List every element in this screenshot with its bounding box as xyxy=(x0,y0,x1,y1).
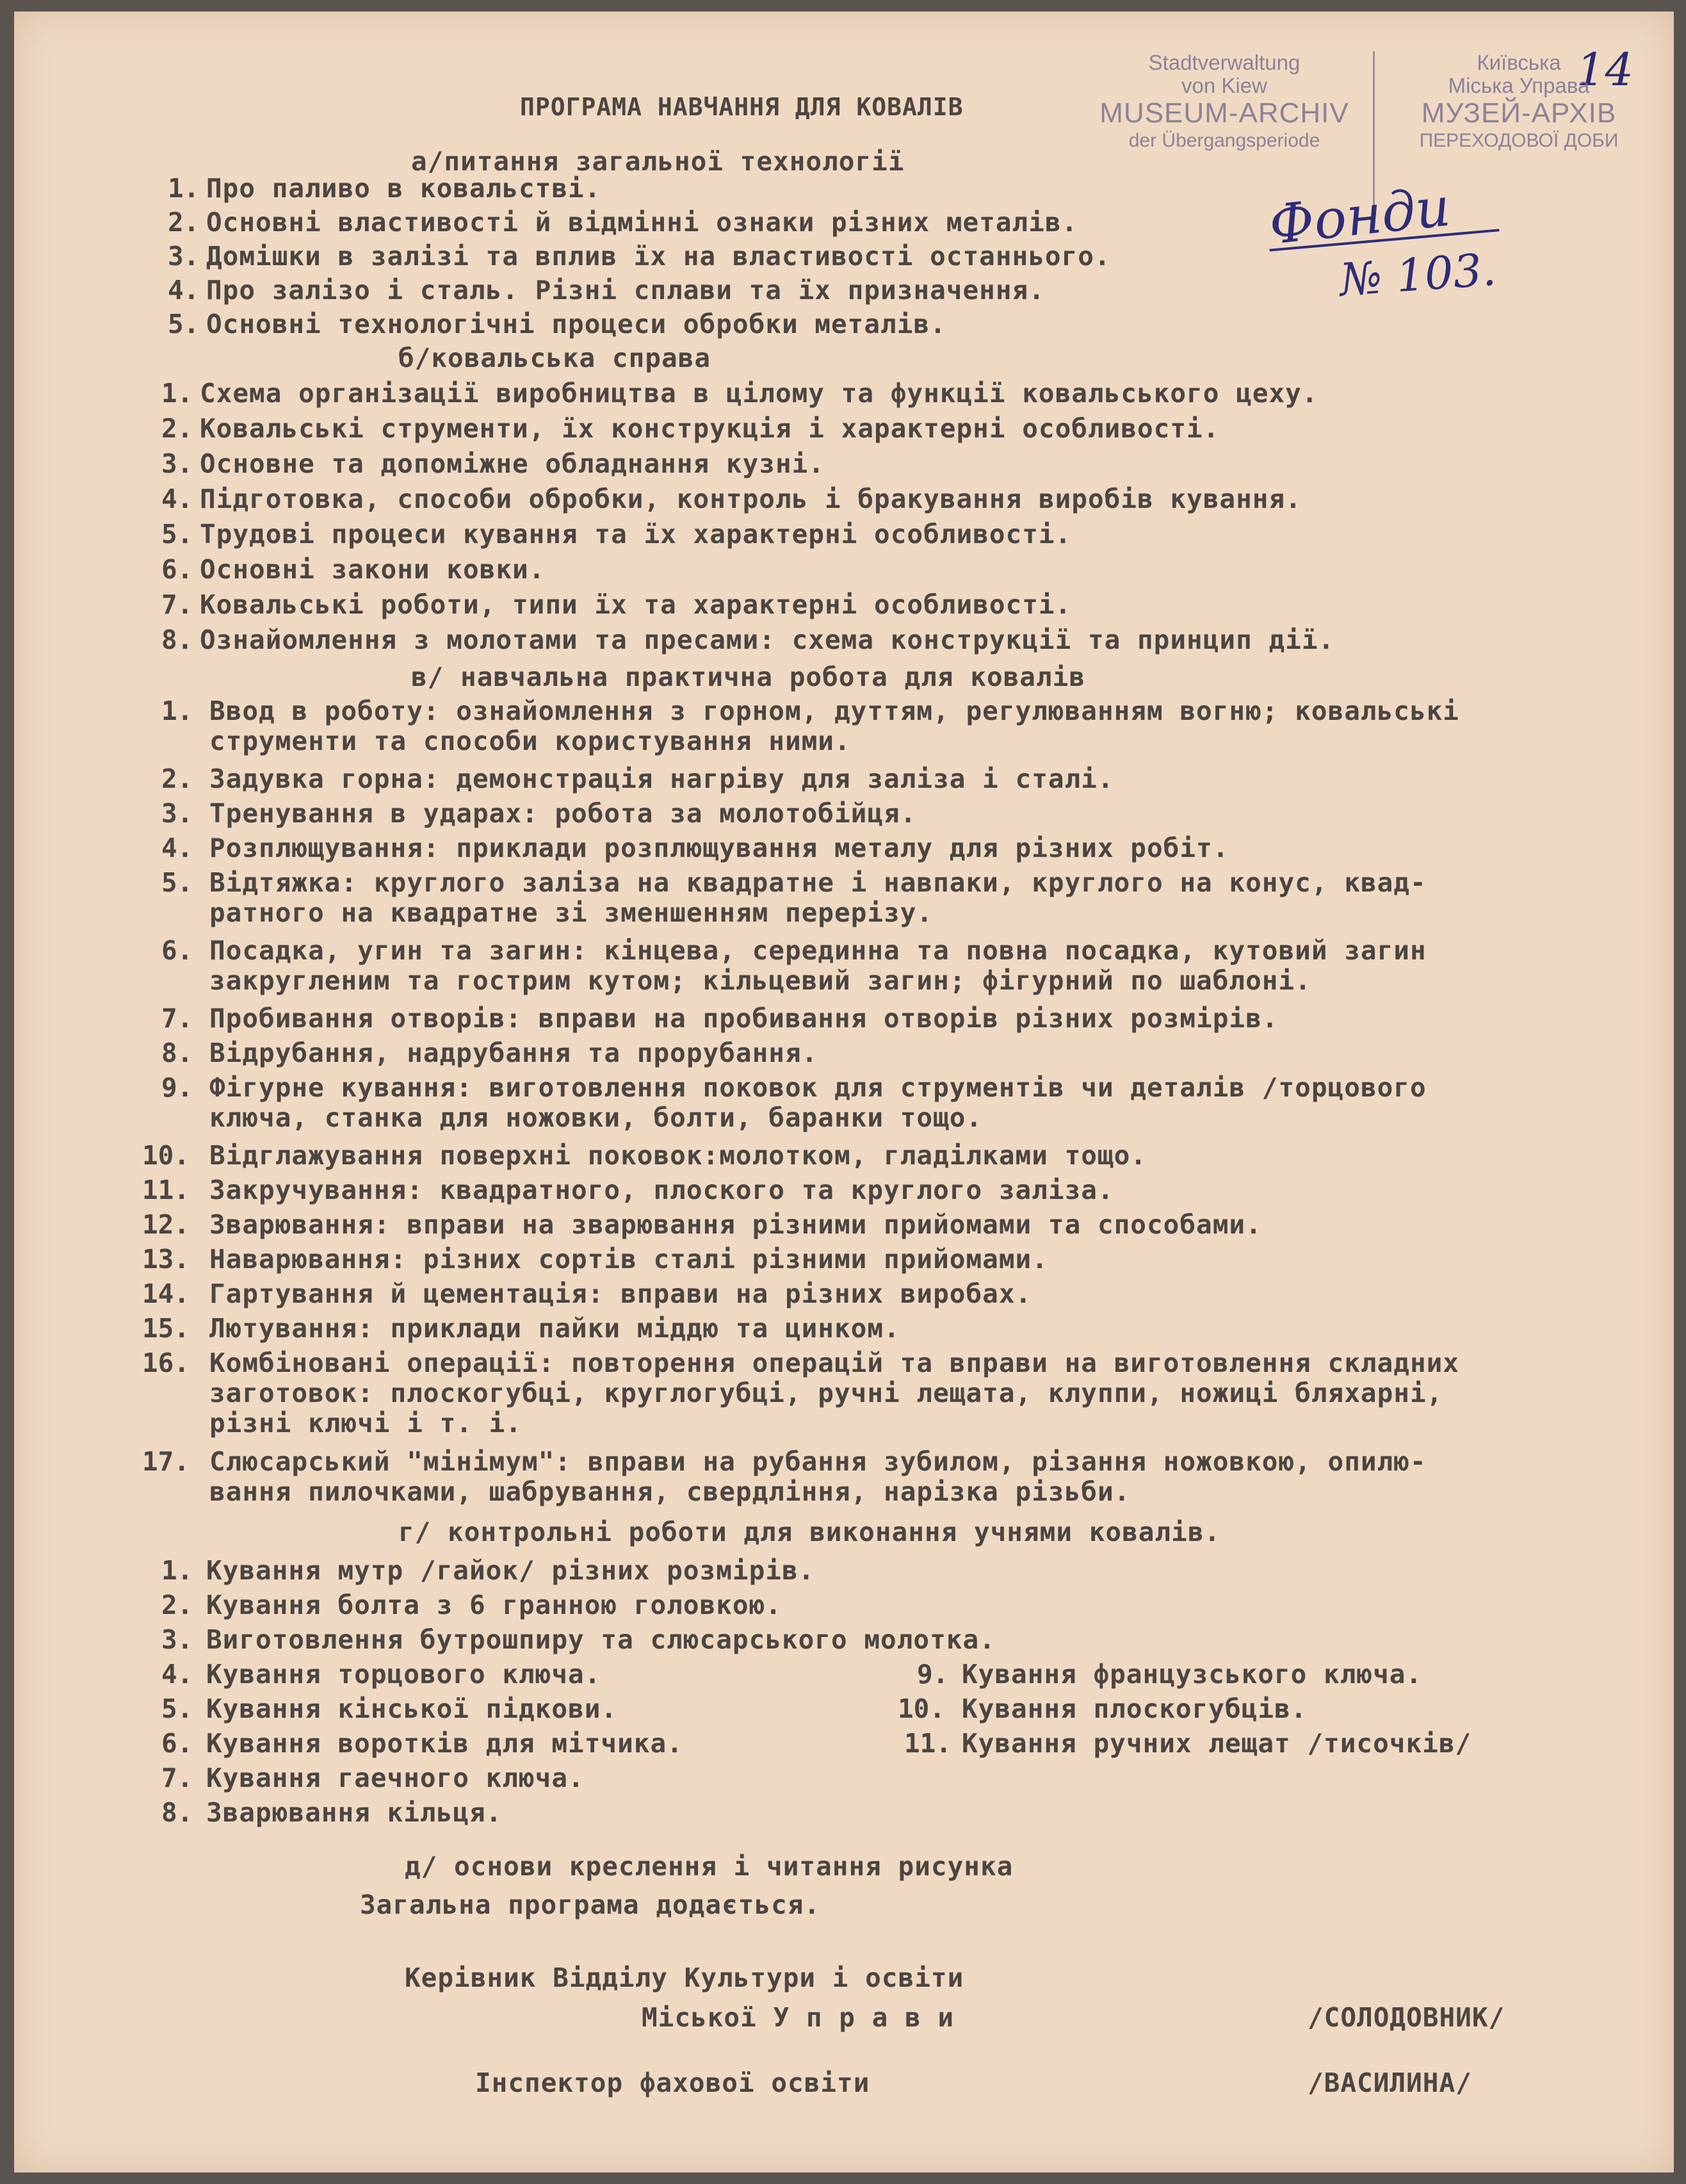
list-item: Фігурне кування: виготовлення поковок для струментів чи деталів /торцового xyxy=(209,1072,1427,1103)
list-item: Основні технологічні процеси обробки металів. xyxy=(206,309,946,339)
list-item: Відрубання, надрубання та прорубання. xyxy=(209,1038,818,1068)
item-number: 17. xyxy=(142,1446,190,1477)
list-item-continuation: струменти та способи користування ними. xyxy=(209,726,851,756)
list-item: Комбіновані операції: повторення операцій та вправи на виготовлення складних xyxy=(209,1348,1459,1378)
list-item: Закручування: квадратного, плоского та круглого заліза. xyxy=(209,1175,1114,1205)
item-number: 6. xyxy=(161,554,193,585)
signatory-name-2: /ВАСИЛИНА/ xyxy=(1308,2067,1472,2098)
stamp-uk-line2: Міська Управа xyxy=(1448,74,1590,97)
item-number: 7. xyxy=(161,589,193,620)
list-item-continuation: різні ключі і т. і. xyxy=(209,1408,522,1438)
document-title: ПРОГРАМА НАВЧАННЯ ДЛЯ КОВАЛІВ xyxy=(520,93,964,121)
list-item: Зварювання: вправи на зварювання різними прийомами та способами. xyxy=(209,1209,1262,1240)
list-item: Відтяжка: круглого заліза на квадратне і навпаки, круглого на конус, квад- xyxy=(209,867,1427,898)
list-item: Основні закони ковки. xyxy=(200,554,546,585)
list-item: Кування плоскогубців. xyxy=(962,1693,1308,1724)
list-item: Кування воротків для мітчика. xyxy=(206,1728,683,1759)
list-item: Кування гаечного ключа. xyxy=(206,1763,585,1793)
list-item: Ввод в роботу: ознайомлення з горном, дуттям, регулюванням вогню; ковальські xyxy=(209,696,1459,726)
list-item: Ковальські струменти, їх конструкція і характерні особливості. xyxy=(200,413,1220,444)
list-item: Про залізо і сталь. Різні сплави та їх призначення. xyxy=(206,275,1045,306)
list-item-continuation: вання пилочками, шабрування, свердління, нарізка різьби. xyxy=(209,1476,1131,1507)
item-number: 12. xyxy=(142,1209,190,1240)
list-item: Кування болта з 6 гранною головкою. xyxy=(206,1590,782,1620)
list-item: Кування французського ключа. xyxy=(962,1659,1423,1690)
item-number: 8. xyxy=(161,624,193,655)
item-number: 5. xyxy=(161,867,193,898)
item-number: 5. xyxy=(161,1693,193,1724)
list-item: Домішки в залізі та вплив їх на властивості останнього. xyxy=(206,241,1111,272)
item-number: 2. xyxy=(161,1590,193,1620)
item-number: 3. xyxy=(161,798,193,829)
item-number: 1. xyxy=(161,378,193,409)
list-item: Ковальські роботи, типи їх та характерні особливості. xyxy=(200,589,1072,620)
item-number: 16. xyxy=(142,1348,190,1378)
stamp-german-side xyxy=(1077,51,1372,152)
archive-stamp xyxy=(1077,51,1653,205)
list-item: Основні властивості й відмінні ознаки різних металів. xyxy=(206,207,1078,238)
item-number: 10. xyxy=(142,1140,190,1171)
list-item: Пробивання отворів: вправи на пробивання отворів різних розмірів. xyxy=(209,1003,1279,1034)
item-number: 4. xyxy=(161,1659,193,1690)
section-d-note: Загальна програма додається. xyxy=(360,1889,821,1920)
signatory-name-1: /СОЛОДОВНИК/ xyxy=(1308,2002,1505,2033)
handwritten-fond-number: № 103. xyxy=(1338,243,1498,307)
list-item-continuation: закругленим та гострим кутом; кільцевий загин; фігурний по шаблоні. xyxy=(209,965,1311,996)
document-page xyxy=(14,12,1674,2172)
list-item: Підготовка, способи обробки, контроль і бракування виробів кування. xyxy=(200,484,1302,514)
list-item-continuation: ключа, станка для ножовки, болти, баранки тощо. xyxy=(209,1102,983,1133)
list-item-continuation: ратного на квадратне зі зменшенням перерізу. xyxy=(209,897,934,928)
section-g-heading: г/ контрольні роботи для виконання учнями ковалів. xyxy=(398,1517,1221,1547)
list-item: Про паливо в ковальстві. xyxy=(206,173,601,204)
item-number: 3. xyxy=(161,1624,193,1655)
signatory-role-1-cont: Міської У п р а в и xyxy=(642,2002,954,2033)
item-number: 2. xyxy=(161,413,193,444)
section-a-heading: а/питання загальної технології xyxy=(411,146,905,177)
item-number: 13. xyxy=(142,1244,190,1275)
list-item: Кування ручних лещат /тисочків/ xyxy=(962,1728,1472,1759)
stamp-de-line4: der Übergangsperiode xyxy=(1128,130,1320,151)
list-item: Кування мутр /гайок/ різних розмірів. xyxy=(206,1555,815,1586)
item-number: 3. xyxy=(168,241,200,272)
stamp-uk-line4: ПЕРЕХОДОВОЇ ДОБИ xyxy=(1419,130,1619,151)
item-number: 1. xyxy=(161,1555,193,1586)
list-item-continuation: заготовок: плоскогубці, круглогубці, ручні лещата, клуппи, ножиці бляхарні, xyxy=(209,1378,1443,1408)
list-item: Розплющування: приклади розплющування металу для різних робіт. xyxy=(209,833,1229,863)
stamp-ukrainian-side xyxy=(1378,51,1660,152)
signatory-role-1: Керівник Відділу Культури і освіти xyxy=(405,1962,964,1993)
list-item: Задувка горна: демонстрація нагріву для заліза і сталі. xyxy=(209,763,1114,794)
item-number: 14. xyxy=(142,1278,190,1309)
item-number: 15. xyxy=(142,1313,190,1344)
item-number: 5. xyxy=(168,309,200,339)
item-number: 2. xyxy=(161,763,193,794)
item-number: 8. xyxy=(161,1038,193,1068)
stamp-de-line3: MUSEUM-ARCHIV xyxy=(1099,97,1349,129)
section-b-heading: б/ковальська справа xyxy=(398,343,711,373)
item-number: 4. xyxy=(168,275,200,306)
stamp-uk-line3: МУЗЕЙ-АРХІВ xyxy=(1421,97,1617,129)
list-item: Наварювання: різних сортів сталі різними прийомами. xyxy=(209,1244,1048,1275)
list-item: Схема організації виробництва в цілому та функції ковальського цеху. xyxy=(200,378,1318,409)
signatory-role-2: Інспектор фахової освіти xyxy=(475,2067,870,2098)
list-item: Виготовлення бутрошпиру та слюсарського молотка. xyxy=(206,1624,996,1655)
list-item: Ознайомлення з молотами та пресами: схема конструкції та принцип дії. xyxy=(200,624,1335,655)
list-item: Відглажування поверхні поковок:молотком, гладілками тощо. xyxy=(209,1140,1147,1171)
stamp-uk-line1: Київська xyxy=(1477,51,1561,74)
item-number: 7. xyxy=(161,1763,193,1793)
item-number: 1. xyxy=(168,173,200,204)
list-item: Посадка, угин та загин: кінцева, серединна та повна посадка, кутовий загин xyxy=(209,935,1427,966)
item-number: 2. xyxy=(168,207,200,238)
item-number: 1. xyxy=(161,696,193,726)
list-item: Тренування в ударах: робота за молотобійця. xyxy=(209,798,917,829)
section-v-heading: в/ навчальна практична робота для ковалів xyxy=(411,662,1086,692)
stamp-de-line2: von Kiew xyxy=(1181,74,1267,97)
list-item: Трудові процеси кування та їх характерні особливості. xyxy=(200,519,1072,550)
list-item: Кування торцового ключа. xyxy=(206,1659,601,1690)
list-item: Лютування: приклади пайки міддю та цинком. xyxy=(209,1313,900,1344)
list-item: Гартування й цементація: вправи на різних виробах. xyxy=(209,1278,1032,1309)
list-item: Зварювання кільця. xyxy=(206,1797,503,1828)
item-number: 9. xyxy=(917,1659,949,1690)
handwritten-page-number: 14 xyxy=(1577,44,1634,96)
item-number: 6. xyxy=(161,935,193,966)
item-number: 7. xyxy=(161,1003,193,1034)
item-number: 9. xyxy=(161,1072,193,1103)
section-d-heading: д/ основи креслення і читання рисунка xyxy=(405,1851,1014,1882)
item-number: 11. xyxy=(142,1175,190,1205)
list-item: Кування кінської підкови. xyxy=(206,1693,618,1724)
item-number: 5. xyxy=(161,519,193,550)
handwritten-fondy: Фонди xyxy=(1266,175,1454,257)
item-number: 4. xyxy=(161,833,193,863)
list-item: Слюсарський "мінімум": вправи на рубання зубилом, різання ножовкою, опилю- xyxy=(209,1446,1427,1477)
list-item: Основне та допоміжне обладнання кузні. xyxy=(200,448,825,479)
stamp-de-line1: Stadtverwaltung xyxy=(1148,51,1301,74)
item-number: 6. xyxy=(161,1728,193,1759)
item-number: 3. xyxy=(161,448,193,479)
item-number: 10. xyxy=(898,1693,946,1724)
item-number: 4. xyxy=(161,484,193,514)
item-number: 8. xyxy=(161,1797,193,1828)
item-number: 11. xyxy=(904,1728,952,1759)
